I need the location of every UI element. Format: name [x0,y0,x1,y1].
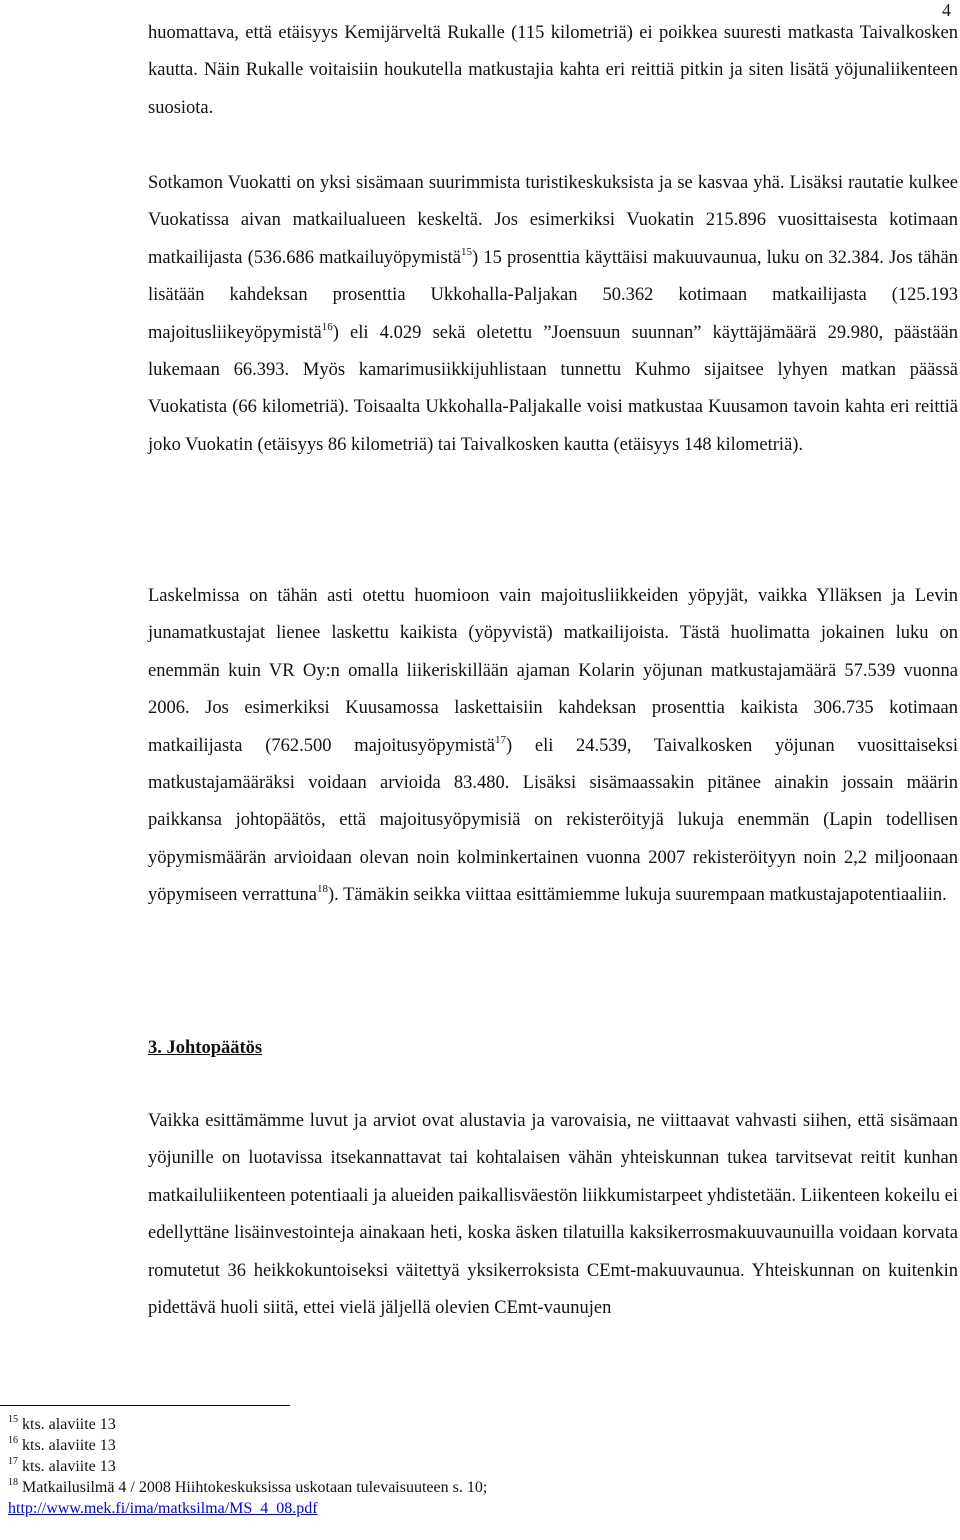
footnote-ref-15[interactable]: 15 [461,245,472,258]
footnote-number: 18 [8,1477,18,1488]
footnote-number: 15 [8,1414,18,1425]
footnote-text: kts. alaviite 13 [22,1416,116,1433]
section-heading-johtopaatos: 3. Johtopäätös [148,1038,263,1058]
footnote-text: kts. alaviite 13 [22,1458,116,1475]
paragraph-text: ) 15 prosenttia käyttäisi makuuvaunua, luku on 32.384. Jos tähän lisätään kahdeksan prosenttia Ukkohalla-Paljakan 50.362 kotimaan matkailijasta (125.193 majoitusliikeyöpymistä [148,247,958,343]
footnote-ref-16[interactable]: 16 [321,320,333,333]
paragraph-rukka-route [148,15,958,127]
footnote-text: Matkailusilmä 4 / 2008 Hiihtokeskuksissa uskotaan tulevaisuuteen s. 10; [22,1479,488,1496]
paragraph-text: huomattava, että etäisyys Kemijärveltä Rukalle (115 kilometriä) ei poikkea suuresti matkasta Taivalkosken kautta. Näin Rukalle voitaisiin houkutella matkustajia kahta eri reittiä pitkin ja siten lisätä yöjunaliikenteen suosiota. [148,23,958,118]
footnotes [8,1414,958,1519]
paragraph-text: ) eli 4.029 sekä oletettu ”Joensuun suunnan” käyttäjämäärä 29.980, päästään lukemaan 66.393. Myös kamarimusiikkijuhlistaan tunnettu Kuhmo sijaitsee lyhyen matkan päässä Vuokatista (66 kilometriä). Toisaalta Ukkohalla-Paljakalle voisi matkustaa Kuusamon tavoin kahta eri reittiä joko Vuokatin (etäisyys 86 kilometriä) tai Taivalkosken kautta (etäisyys 148 kilometriä). [148,322,958,455]
page-number: 4 [942,0,951,20]
footnote-text: kts. alaviite 13 [22,1437,116,1454]
footnote-divider [0,1405,290,1406]
paragraph-vuokatti [148,165,958,464]
footnote-17 [8,1456,958,1477]
footnote-18 [8,1477,958,1498]
footnote-ref-17[interactable]: 17 [495,733,506,746]
paragraph-laskelmat [148,578,958,915]
paragraph-text: Laskelmissa on tähän asti otettu huomioon vain majoitusliikkeiden yöpyjät, vaikka Ylläksen ja Levin junamatkustajat lienee laskettu kaikista (yöpyvistä) matkailijoista. Tästä huolimatta jokainen luku on enemmän kuin VR Oy:n omalla liikeriskillään ajaman Kolarin yöjunan matkustajamäärä 57.539 vuonna 2006. Jos esimerkiksi Kuusamossa laskettaisiin kahdeksan prosenttia kaikista 306.735 kotimaan matkailijasta (762.500 majoitusyöpymistä [148,586,958,756]
paragraph-text: ) eli 24.539, Taivalkosken yöjunan vuosittaiseksi matkustajamääräksi voidaan arvioida 83.480. Lisäksi sisämaassakin pitänee ainakin jossain määrin paikkansa johtopäätös, että majoitusyöpymisiä on rekisteröityjä lukuja enemmän (Lapin todellisen yöpymismäärän arvioidaan olevan noin kolminkertainen vuonna 2007 rekisteröityyn noin 2,2 miljoonaan yöpymiseen verrattuna [148,735,958,906]
footnote-16 [8,1435,958,1456]
footnote-ref-18[interactable]: 18 [317,883,329,896]
paragraph-text: Vaikka esittämämme luvut ja arviot ovat alustavia ja varovaisia, ne viittaavat vahvasti siihen, että sisämaan yöjunille on luotavissa itsekannattavat tai kohtalaisen vähän yhteiskunnan tukea tarvitsevat reitit kunhan matkailuliikenteen potentiaali ja alueiden paikallisväestön liikkumistarpeet yhdistetään. Liikenteen kokeilu ei edellyttäne lisäinvestointeja ainakaan heti, koska äsken tilatuilla kaksikerrosmakuuvaunuilla voidaan korvata romutetut 36 heikkokuntoiseksi väitettyä yksikerroksista CEmt-makuuvaunua. Yhteiskunnan on kuitenkin pidettävä huoli siitä, ettei vielä jäljellä olevien CEmt-vaunujen [148,1111,958,1319]
footnote-number: 16 [8,1435,18,1446]
paragraph-text: ). Tämäkin seikka viittaa esittämiemme lukuja suurempaan matkustajapotentiaaliin. [328,885,947,906]
paragraph-conclusion [148,1103,958,1327]
footnote-15 [8,1414,958,1435]
footnote-number: 17 [8,1456,18,1467]
footnote-link[interactable]: http://www.mek.fi/ima/matksilma/MS_4_08.pdf [8,1500,318,1517]
paragraph-text: Sotkamon Vuokatti on yksi sisämaan suurimmista turistikeskuksista ja se kasvaa yhä. Lisäksi rautatie kulkee Vuokatissa aivan matkailualueen keskeltä. Jos esimerkiksi Vuokatin 215.896 vuosittaisesta kotimaan matkailijasta (536.686 matkailuyöpymistä [148,173,958,268]
